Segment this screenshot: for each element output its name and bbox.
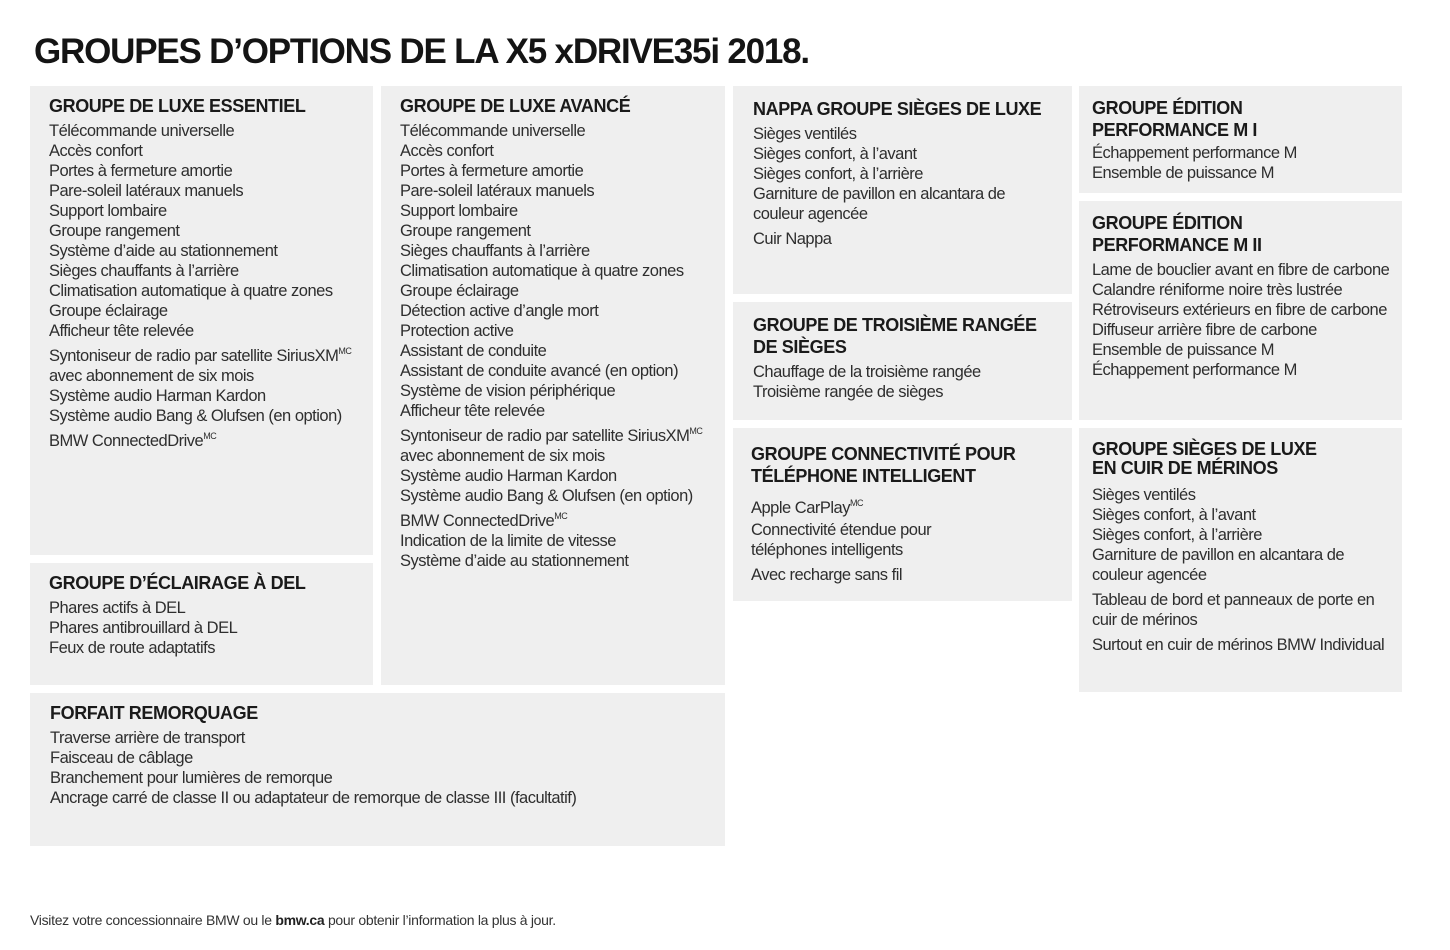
group-heading-line: GROUPE ÉDITION [1092,98,1243,118]
option-item-label: Pare-soleil latéraux manuels [49,182,244,200]
option-group-remorquage [30,693,725,846]
option-item-label: Faisceau de câblage [50,749,193,767]
option-group-nappa [733,86,1072,294]
option-item-label: Support lombaire [49,202,167,220]
footer-suffix: pour obtenir l’information la plus à jour. [324,912,556,928]
group-heading-line: GROUPE SIÈGES DE LUXE [1092,439,1317,459]
option-item-label: couleur agencée [753,205,868,223]
option-item-text [49,121,361,141]
option-item-text [400,121,713,141]
option-item [1092,635,1390,655]
option-item-label: Système audio Bang & Olufsen (en option) [49,407,342,425]
option-group-luxe-essentiel [30,86,373,555]
option-item [49,161,361,181]
option-item-text [400,421,713,446]
option-item-text [1092,163,1390,183]
option-item-label: Support lombaire [400,202,518,220]
option-item-text [49,638,361,658]
option-item-label: BMW ConnectedDrive [400,512,555,530]
option-item-text [49,598,361,618]
option-item-text [400,341,713,361]
option-item [49,426,361,451]
option-item-text [1092,545,1390,565]
option-item-text [751,565,1060,585]
option-item [753,164,1060,184]
option-item-label: Sièges confort, à l’avant [753,145,917,163]
option-item-label: Lame de bouclier avant en fibre de carbone [1092,261,1390,279]
footer-prefix: Visitez votre concessionnaire BMW ou le [30,912,276,928]
option-item [49,406,361,426]
option-item-text [1092,565,1390,585]
option-item-label: Garniture de pavillon en alcantara de [1092,546,1345,564]
option-group-eclairage-del [30,563,373,685]
group-heading-line: PERFORMANCE M II [1092,235,1262,255]
option-group-troisieme-rangee [733,302,1072,420]
option-item-label: Échappement performance M [1092,144,1297,162]
option-item-label: Afficheur tête relevée [49,322,194,340]
group-heading-line: GROUPE DE LUXE AVANCÉ [400,96,631,116]
option-item-text [49,201,361,221]
group-heading-line: GROUPE D’ÉCLAIRAGE À DEL [49,573,306,593]
option-item-text [50,788,713,808]
option-item-label: Système audio Bang & Olufsen (en option) [400,487,693,505]
option-item [400,241,713,261]
option-item-text [1092,360,1390,380]
group-items [753,362,1060,402]
option-item-text [50,748,713,768]
option-item-text [400,161,713,181]
option-item [49,598,361,618]
group-items [751,493,1060,585]
option-item-text [49,141,361,161]
group-items [753,124,1060,249]
trademark-superscript: MC [554,511,568,521]
option-item-text [753,382,1060,402]
option-item-text [49,366,361,386]
option-item-text [400,181,713,201]
group-heading [49,95,361,117]
group-items [1092,260,1390,380]
option-item [49,341,361,366]
option-item-label: Afficheur tête relevée [400,402,545,420]
option-item-label: Sièges ventilés [753,125,857,143]
group-heading-line: FORFAIT REMORQUAGE [50,703,258,723]
group-heading-line: TÉLÉPHONE INTELLIGENT [751,466,976,486]
option-item [49,281,361,301]
option-item-text [753,229,1060,249]
group-heading [400,95,713,117]
option-item-label: Climatisation automatique à quatre zones [49,282,333,300]
option-item-text [400,141,713,161]
option-item [49,366,361,386]
option-item-label: Système audio Harman Kardon [49,387,266,405]
group-heading [753,314,1060,358]
option-item-label: Groupe éclairage [400,282,519,300]
option-item-text [400,221,713,241]
option-item-text [751,493,1060,518]
option-item-label: Calandre réniforme noire très lustrée [1092,281,1343,299]
footer-link[interactable]: bmw.ca [275,912,325,928]
option-item-label: Groupe éclairage [49,302,168,320]
option-item-text [400,466,713,486]
option-item-text [400,281,713,301]
option-item-text [50,728,713,748]
group-heading [751,443,1060,487]
option-item-label: Télécommande universelle [49,122,235,140]
option-item-label: Échappement performance M [1092,361,1297,379]
option-item [400,361,713,381]
option-item-text [49,161,361,181]
option-item-text [400,531,713,551]
option-item [1092,505,1390,525]
option-item [400,341,713,361]
option-item [49,301,361,321]
option-item-label: Climatisation automatique à quatre zones [400,262,684,280]
option-item [1092,485,1390,505]
option-item [1092,143,1390,163]
option-item-label: Chauffage de la troisième rangée [753,363,981,381]
option-item [400,466,713,486]
group-items [1092,485,1390,655]
option-item [400,301,713,321]
option-item-text [400,241,713,261]
option-item-label: Indication de la limite de vitesse [400,532,616,550]
option-item-label: Sièges chauffants à l’arrière [49,262,239,280]
option-item [400,531,713,551]
option-item-label: Accès confort [49,142,143,160]
option-item [49,261,361,281]
group-heading-line: GROUPE ÉDITION [1092,213,1243,233]
option-item-label: Garniture de pavillon en alcantara de [753,185,1006,203]
option-group-luxe-avance [381,86,725,685]
option-item-label: Surtout en cuir de mérinos BMW Individual [1092,636,1385,654]
option-item [50,768,713,788]
option-item [751,520,1060,560]
option-group-performance-m1 [1079,86,1402,193]
option-group-merinos [1079,428,1402,692]
option-item-text [49,426,361,451]
option-item-label: Feux de route adaptatifs [49,639,215,657]
option-item [1092,590,1390,630]
option-item [1092,525,1390,545]
group-heading-line: DE SIÈGES [753,337,847,357]
option-item-label: Branchement pour lumières de remorque [50,769,333,787]
option-item-text [400,261,713,281]
option-item [50,748,713,768]
option-item-label: Avec recharge sans fil [751,566,903,584]
option-item-text [1092,300,1390,320]
option-item-text [753,124,1060,144]
group-heading-line: EN CUIR DE MÉRINOS [1092,458,1278,478]
option-item-label: Phares actifs à DEL [49,599,186,617]
option-item-label: Ancrage carré de classe II ou adaptateur de remorque de classe III (facultatif) [50,789,577,807]
option-item-label: Système audio Harman Kardon [400,467,617,485]
option-item [753,144,1060,164]
option-item-label: Troisième rangée de sièges [753,383,943,401]
option-item [400,321,713,341]
option-item [400,121,713,141]
option-item-label: Portes à fermeture amortie [400,162,584,180]
footer-note [30,912,556,928]
option-item [49,181,361,201]
option-item-label: Syntoniseur de radio par satellite SiriusXM [400,427,690,445]
option-item-text [753,144,1060,164]
group-heading [753,98,1060,120]
option-item-label: avec abonnement de six mois [49,367,254,385]
option-item [400,446,713,466]
option-item [50,788,713,808]
option-item [400,421,713,446]
option-item-text [49,261,361,281]
option-item [50,728,713,748]
option-item-text [753,362,1060,382]
option-item-text [49,341,361,366]
trademark-superscript: MC [338,346,352,356]
group-heading-line: PERFORMANCE M I [1092,120,1258,140]
option-item-text [1092,525,1390,545]
option-item-label: Protection active [400,322,514,340]
option-item [400,486,713,506]
option-item-label: cuir de mérinos [1092,611,1198,629]
option-item-label: Ensemble de puissance M [1092,341,1275,359]
option-item-label: Télécommande universelle [400,122,586,140]
option-item-label: Assistant de conduite avancé (en option) [400,362,679,380]
option-item-text [49,241,361,261]
group-items [49,598,361,658]
option-item [753,184,1060,224]
option-item-label: Sièges ventilés [1092,486,1196,504]
option-group-performance-m2 [1079,201,1402,420]
option-item [400,221,713,241]
group-heading-line: GROUPE DE TROISIÈME RANGÉE [753,315,1037,335]
option-item [1092,280,1390,300]
group-heading [50,702,713,724]
option-item-label: Pare-soleil latéraux manuels [400,182,595,200]
option-item [49,201,361,221]
option-item-text [400,446,713,466]
option-item [1092,545,1390,585]
trademark-superscript: MC [203,431,217,441]
option-item-text [1092,320,1390,340]
option-item [400,261,713,281]
option-item-text [400,381,713,401]
option-item-label: Sièges confort, à l’avant [1092,506,1256,524]
option-item-label: Sièges confort, à l’arrière [1092,526,1262,544]
option-item [49,386,361,406]
group-heading [1092,212,1390,256]
option-item-text [1092,260,1390,280]
option-item [400,551,713,571]
option-item-label: Traverse arrière de transport [50,729,245,747]
option-item-label: Tableau de bord et panneaux de porte en [1092,591,1375,609]
option-item [400,381,713,401]
option-item [400,506,713,531]
option-item [1092,340,1390,360]
option-item-text [1092,143,1390,163]
option-item [400,201,713,221]
option-item-label: Groupe rangement [49,222,180,240]
option-item-text [753,164,1060,184]
option-item-label: Portes à fermeture amortie [49,162,233,180]
option-item-text [400,551,713,571]
group-heading-line: GROUPE DE LUXE ESSENTIEL [49,96,306,116]
option-item-text [1092,590,1390,610]
option-item-text [1092,610,1390,630]
option-item-text [751,540,1060,560]
option-item-label: Assistant de conduite [400,342,547,360]
option-item-text [49,386,361,406]
option-item-label: Accès confort [400,142,494,160]
option-item-label: Détection active d’angle mort [400,302,599,320]
option-item-text [400,201,713,221]
option-item-text [400,401,713,421]
option-item [400,281,713,301]
option-item-text [753,184,1060,204]
option-item [49,141,361,161]
option-item-label: Système de vision périphérique [400,382,616,400]
option-item-label: Cuir Nappa [753,230,832,248]
option-item-text [49,181,361,201]
group-items [49,121,361,451]
option-item [751,493,1060,518]
group-items [50,728,713,808]
option-item-label: Phares antibrouillard à DEL [49,619,238,637]
option-item [400,141,713,161]
option-item-label: téléphones intelligents [751,541,903,559]
option-item-label: Diffuseur arrière fibre de carbone [1092,321,1317,339]
option-item-text [400,321,713,341]
option-item [400,161,713,181]
option-item [1092,360,1390,380]
option-item [753,229,1060,249]
option-item-label: Ensemble de puissance M [1092,164,1275,182]
group-heading-line: GROUPE CONNECTIVITÉ POUR [751,444,1016,464]
group-heading [1092,440,1390,478]
option-item [400,401,713,421]
option-item [1092,300,1390,320]
option-item [49,638,361,658]
group-heading-line: NAPPA GROUPE SIÈGES DE LUXE [753,99,1042,119]
group-heading [49,572,361,594]
option-item-label: Rétroviseurs extérieurs en fibre de carbone [1092,301,1387,319]
option-item [1092,320,1390,340]
option-item [49,121,361,141]
option-item-text [50,768,713,788]
option-item [49,221,361,241]
option-item [1092,260,1390,280]
option-item-label: avec abonnement de six mois [400,447,605,465]
option-item-text [49,321,361,341]
group-heading [1092,97,1390,141]
option-item-text [400,301,713,321]
option-item-text [1092,340,1390,360]
option-item-text [1092,505,1390,525]
option-item-text [49,618,361,638]
option-item-text [49,281,361,301]
option-item-text [753,204,1060,224]
option-item-text [1092,485,1390,505]
option-item [49,618,361,638]
option-item-label: Système d’aide au stationnement [400,552,629,570]
option-item-text [400,506,713,531]
option-group-connectivite [733,428,1072,601]
option-item-label: Groupe rangement [400,222,531,240]
option-item-text [49,406,361,426]
option-item-label: BMW ConnectedDrive [49,432,204,450]
option-item [1092,163,1390,183]
option-item [751,565,1060,585]
option-item-label: Sièges chauffants à l’arrière [400,242,590,260]
group-items [1092,143,1390,183]
option-item [49,321,361,341]
option-item-text [400,486,713,506]
option-item [400,181,713,201]
option-item [49,241,361,261]
option-item [753,362,1060,382]
option-item-text [49,221,361,241]
option-item-text [400,361,713,381]
option-item-label: couleur agencée [1092,566,1207,584]
option-item-label: Syntoniseur de radio par satellite SiriusXM [49,347,339,365]
option-item-label: Sièges confort, à l’arrière [753,165,923,183]
group-items [400,121,713,571]
option-item [753,124,1060,144]
option-item-text [1092,635,1390,655]
trademark-superscript: MC [849,498,863,508]
option-item-label: Connectivité étendue pour [751,521,932,539]
option-item-text [49,301,361,321]
option-item [753,382,1060,402]
option-item-label: Apple CarPlay [751,499,850,517]
page-title: GROUPES D’OPTIONS DE LA X5 xDRIVE35i 2018. [34,32,809,71]
option-item-text [1092,280,1390,300]
option-item-label: Système d’aide au stationnement [49,242,278,260]
trademark-superscript: MC [689,426,703,436]
option-item-text [751,520,1060,540]
